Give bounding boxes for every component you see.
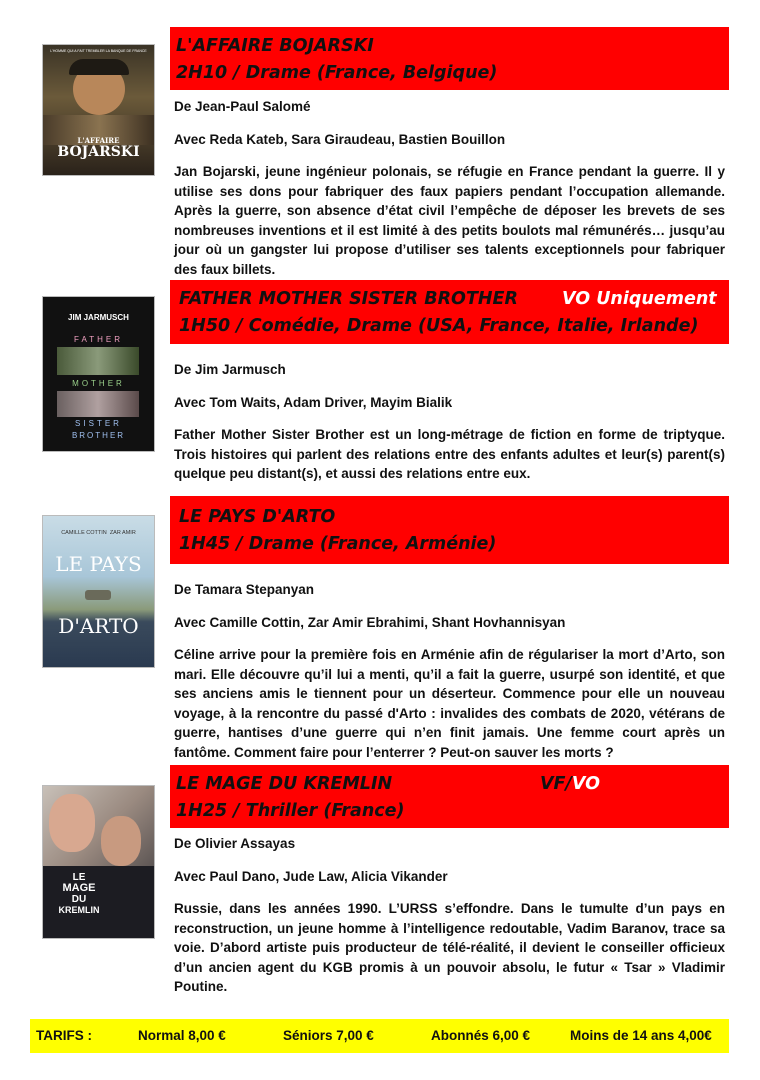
poster-title-big: BOJARSKI	[57, 144, 140, 160]
movie-title-row	[176, 771, 721, 798]
movie-info	[174, 580, 725, 762]
poster-word-4: BROTHER	[71, 431, 126, 440]
poster-title-1: LE PAYS	[55, 552, 142, 576]
vo-tag: VO Uniquement	[562, 289, 717, 309]
movie-info	[174, 360, 725, 484]
title-banner	[170, 27, 729, 90]
movie-cast: Avec Tom Waits, Adam Driver, Mayim Bialik	[174, 394, 453, 410]
poster-word-1: FATHER	[74, 335, 123, 344]
movie-subtitle: 1H45 / Drame (France, Arménie)	[179, 534, 497, 554]
poster-word-3: SISTER	[75, 419, 122, 428]
poster-title-small: L'AFFAIRE	[77, 136, 120, 145]
poster-title	[49, 872, 109, 916]
movie-title: LE PAYS D'ARTO	[179, 507, 336, 527]
movie-cast: Avec Paul Dano, Jude Law, Alicia Vikander	[174, 868, 448, 884]
poster-mage-kremlin	[42, 785, 155, 939]
poster-actor-2: ZAR AMIR	[109, 530, 136, 536]
movie-synopsis: Céline arrive pour la première fois en Arménie afin de régulariser la mort d’Arto, son mari. Elle découvre qu’il lui a menti, qu’il a fait la guerre, usurpé son identité, et que ses anciens amis le tiennent pour un déserteur. Commence pour elle un nouveau voyage, à la rencontre du passé d'Arto : invalides des combats de 2020, vétérans de guerre, hantises d’une guerre qui n’en finit jamais. Une femme court après un fantôme. Comment faire pour l’enterrer ? Peut-on sauver les morts ?	[174, 647, 725, 760]
movie-synopsis: Russie, dans les années 1990. L’URSS s’effondre. Dans le tumulte d’un pays en reconstruction, un jeune homme à l’intelligence redoutable, Vadim Baranov, trace sa voie. D’abord artiste puis producteur de télé-réalité, il devient le conseiller officieux d’un ancien agent du KGB promis à un pouvoir absolu, le futur « Tsar » Vladimir Poutine.	[174, 901, 725, 994]
movie-cast: Avec Camille Cottin, Zar Amir Ebrahimi, Shant Hovhannisyan	[174, 614, 566, 630]
poster-panel-1	[57, 347, 139, 375]
poster-title-1: LE	[72, 872, 86, 883]
movie-title: L'AFFAIRE BOJARSKI	[176, 36, 374, 56]
title-banner	[170, 765, 729, 828]
movie-synopsis: Jan Bojarski, jeune ingénieur polonais, se réfugie en France pendant la guerre. Il y utilise ses dons pour fabriquer des faux papiers pendant l’occupation allemande. Après la guerre, son absence d’état civil l’empêche de déposer les brevets de ses nombreuses inventions et il est limité à des petits boulots mal rémunérés… jusqu’au jour où un gangster lui propose d’utiliser ses talents exceptionnels pour fabriquer des faux billets.	[174, 164, 725, 277]
tarif-abonnes: Abonnés 6,00 €	[431, 1028, 531, 1043]
movie-subtitle: 2H10 / Drame (France, Belgique)	[176, 63, 498, 83]
tarifs-bar	[30, 1019, 729, 1053]
poster-title-2: D'ARTO	[58, 614, 139, 638]
poster-title-2: MAGE	[62, 882, 96, 894]
movie-subtitle: 1H50 / Comédie, Drame (USA, France, Italie, Irlande)	[179, 316, 699, 336]
poster-tagline: L'HOMME QUI A FAIT TREMBLER LA BANQUE DE FRANCE	[50, 49, 147, 53]
poster-pays-arto	[42, 515, 155, 668]
poster-director: JIM JARMUSCH	[68, 313, 129, 322]
movie-director: De Jean-Paul Salomé	[174, 99, 311, 114]
vf-tag: VF/	[540, 774, 572, 794]
poster-father-mother	[42, 296, 155, 452]
tarifs-label: TARIFS :	[36, 1028, 92, 1043]
poster-bojarski	[42, 44, 155, 176]
poster-car	[85, 590, 111, 600]
movie-title: FATHER MOTHER SISTER BROTHER	[179, 289, 518, 309]
tarif-seniors: Séniors 7,00 €	[283, 1028, 374, 1043]
tarif-moins-14: Moins de 14 ans 4,00€	[570, 1028, 712, 1043]
poster-panel-2	[57, 391, 139, 417]
poster-actors	[43, 530, 154, 536]
poster-word-2: MOTHER	[72, 379, 125, 388]
poster-title-4: KREMLIN	[58, 905, 100, 915]
movie-info	[174, 834, 725, 997]
movie-title: LE MAGE DU KREMLIN	[176, 774, 393, 794]
version-tag	[540, 771, 600, 798]
movie-director: De Olivier Assayas	[174, 836, 296, 851]
tarif-normal: Normal 8,00 €	[138, 1028, 226, 1043]
title-banner	[170, 280, 729, 344]
movie-cast: Avec Reda Kateb, Sara Giraudeau, Bastien Bouillon	[174, 131, 506, 147]
poster-figure-hat	[69, 59, 129, 75]
poster-actor-1: CAMILLE COTTIN	[61, 530, 107, 536]
poster-face-1	[49, 794, 95, 852]
movie-director: De Jim Jarmusch	[174, 362, 286, 377]
title-banner	[170, 496, 729, 564]
movie-subtitle: 1H25 / Thriller (France)	[176, 801, 405, 821]
movie-director: De Tamara Stepanyan	[174, 582, 315, 597]
movie-title-row	[179, 286, 721, 313]
movie-synopsis: Father Mother Sister Brother est un long-métrage de fiction en forme de triptyque. Trois histoires qui parlent des relations entre des enfants adultes et leur(s) parent(s) quelque peu distant(s), et aussi des relations entre eux.	[174, 427, 725, 481]
poster-title-3: DU	[71, 894, 87, 905]
poster-face-2	[101, 816, 141, 866]
vo-tag: VO	[571, 774, 601, 794]
movie-info	[174, 97, 725, 279]
